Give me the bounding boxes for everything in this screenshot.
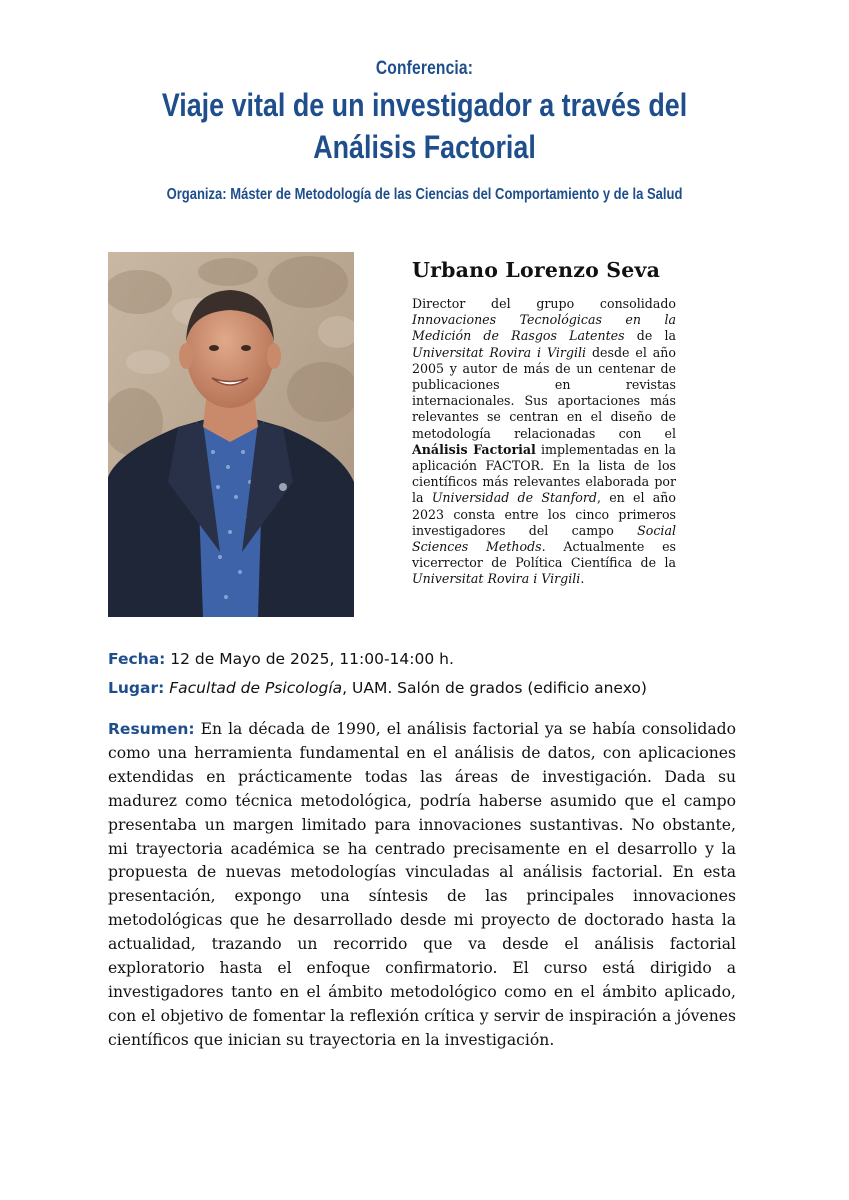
event-location	[108, 679, 647, 697]
speaker-bio-text	[412, 296, 676, 588]
location-label: Lugar:	[108, 679, 165, 697]
event-title	[68, 84, 781, 168]
event-date	[108, 650, 454, 668]
bio-segment: desde el año 2005 y autor de más de un centenar de publicaciones en revistas internacionales. Sus aportaciones más relevantes se centran en el diseño de metodología relacionadas con el	[412, 344, 676, 441]
event-title-line-2: Análisis Factorial	[313, 129, 536, 165]
speaker-bio	[412, 258, 676, 588]
bio-university: Universitat Rovira i Virgili	[412, 344, 587, 360]
abstract-text: En la década de 1990, el análisis factorial ya se había consolidado como una herramienta fundamental en el análisis de datos, con aplicaciones extendidas en prácticamente todas las áreas de investigación. Dada su madurez como técnica metodológica, podría haberse asumido que el campo presentaba un margen limitado para innovaciones sustantivas. No obstante, mi trayectoria académica se ha centrado precisamente en el desarrollo y la propuesta de nuevas metodologías vinculadas al análisis factorial. En esta presentación, expongo una síntesis de las principales innovaciones metodológicas que he desarrollado desde mi proyecto de doctorado hasta la actualidad, trazando un recorrido que va desde el análisis factorial exploratorio hasta el enfoque confirmatorio. El curso está dirigido a investigadores tanto en el ámbito metodológico como en el ámbito aplicado, con el objetivo de fomentar la reflexión crítica y servir de inspiración a jóvenes científicos que inician su trayectoria en la investigación.	[108, 720, 736, 1049]
bio-group-name: Innovaciones Tecnológicas en la Medición de Rasgos Latentes	[412, 312, 676, 344]
event-type: Conferencia:	[375, 58, 474, 79]
event-title-line-1: Viaje vital de un investigador a través del	[161, 87, 688, 123]
location-place: Facultad de Psicología	[169, 679, 343, 697]
bio-segment: . Actualmente es vicerrector de Política Científica de la	[412, 539, 676, 571]
bio-segment: , en el año 2023 consta entre los cinco primeros investigadores del campo	[412, 490, 676, 538]
speaker-photo	[108, 252, 354, 617]
bio-field: Social Sciences Methods	[412, 522, 676, 555]
bio-segment: de la	[624, 328, 677, 344]
abstract	[108, 718, 736, 1053]
bio-university: Universitat Rovira i Virgili	[412, 571, 581, 587]
bio-segment: implementadas en la aplicación FACTOR. En la lista de los científicos más relevantes elaborada por la	[412, 441, 677, 506]
header	[0, 58, 849, 204]
location-rest: , UAM. Salón de grados (edificio anexo)	[342, 679, 647, 697]
bio-segment: Director del grupo consolidado	[412, 296, 676, 311]
organizer: Organiza: Máster de Metodología de las Ciencias del Comportamiento y de la Salud	[166, 186, 683, 203]
speaker-name: Urbano Lorenzo Seva	[412, 258, 661, 282]
bio-topic: Análisis Factorial	[412, 441, 536, 457]
date-value: 12 de Mayo de 2025, 11:00-14:00 h.	[165, 650, 454, 668]
bio-stanford: Universidad de Stanford	[431, 490, 597, 506]
date-label: Fecha:	[108, 650, 166, 668]
abstract-label: Resumen:	[108, 720, 195, 738]
bio-segment: .	[580, 571, 585, 587]
